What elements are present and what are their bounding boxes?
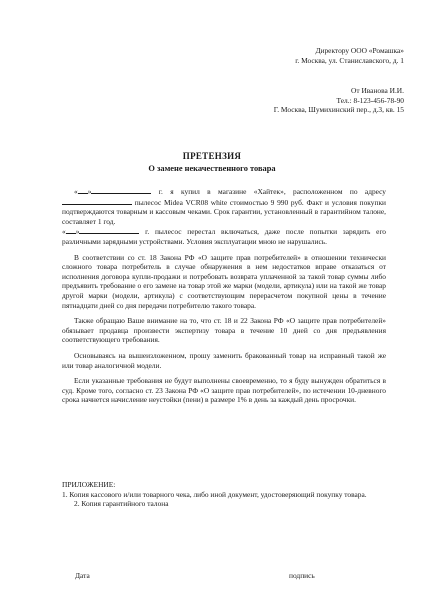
paragraph-purchase: « » г. я купил в магазине «Хайтек», расположенном по адресу пылесос Midea VCR08 white стоимостью 9 990 руб. Факт и условия покупки подтверждаются товарным и кассовым чеками. Срок гарантии, установленный в гарантийном талоне, составляет 1 год.	[62, 187, 386, 226]
document-subtitle: О замене некачественного товара	[148, 164, 276, 173]
paragraph-expertise: Также обращаю Ваше внимание на то, что ст. 18 и 22 Закона РФ «О защите прав потребителей» обязывает продавца произвести экспертизу товара в течение 10 дней со дня предъявления соответствующего требования.	[62, 316, 386, 345]
attachment-item: 2. Копия гарантийного талона	[74, 499, 169, 509]
document-title: ПРЕТЕНЗИЯ	[182, 151, 242, 161]
date-label: Дата	[75, 571, 90, 580]
sender-from: От Иванова И.И.	[351, 86, 404, 95]
document-body	[62, 186, 386, 405]
attachments-heading: ПРИЛОЖЕНИЕ:	[62, 480, 116, 489]
paragraph-defect: « » г. пылесос перестал включаться, даже после попытки зарядить его различными зарядными устройствами. Условия эксплуатации мною не нарушались.	[62, 227, 386, 246]
paragraph-request: Основываясь на вышеизложенном, прошу заменить бракованный товар на исправный такой же или товар аналогичной модели.	[62, 350, 386, 370]
signature-label: подпись	[289, 571, 315, 580]
addressee-address: г. Москва, ул. Станиславского, д. 1	[295, 55, 404, 65]
paragraph-law-article-18: В соответствии со ст. 18 Закона РФ «О защите прав потребителей» в отношении технически сложного товара потребитель в случае обнаружения в нем недостатков вправе отказаться от исполнения договора купли-продажи и потребовать возврата уплаченной за такой товар суммы либо предъявить требование о его замене на товар этой же марки (модели, артикула) или на такой же товар другой марки (модели, артикула) с соответствующим перерасчетом покупной цены в течение пятнадцати дней со дня передачи потребителю такого товара.	[62, 252, 386, 310]
sender-address: Г. Москва, Шумихинский пер., д.3, кв. 15	[273, 105, 404, 115]
sender-block	[274, 86, 404, 115]
attachment-item: 1. Копия кассового и/или товарного чека, либо иной документ, удостоверяющий покупку товара.	[62, 489, 367, 499]
paragraph-court-warning: Если указанные требования не будут выполнены своевременно, то я буду вынужден обратиться в суд. Кроме того, согласно ст. 23 Закона РФ «О защите прав потребителей», по истечении 10-дневного срока начнется начисление неустойки (пени) в размере 1% в день за каждый день просрочки.	[62, 376, 386, 405]
addressee-block	[295, 46, 404, 65]
sender-phone: Тел.: 8-123-456-78-90	[336, 95, 404, 105]
attachments-section	[62, 480, 392, 509]
addressee-to: Директору ООО «Ромашка»	[315, 46, 404, 55]
